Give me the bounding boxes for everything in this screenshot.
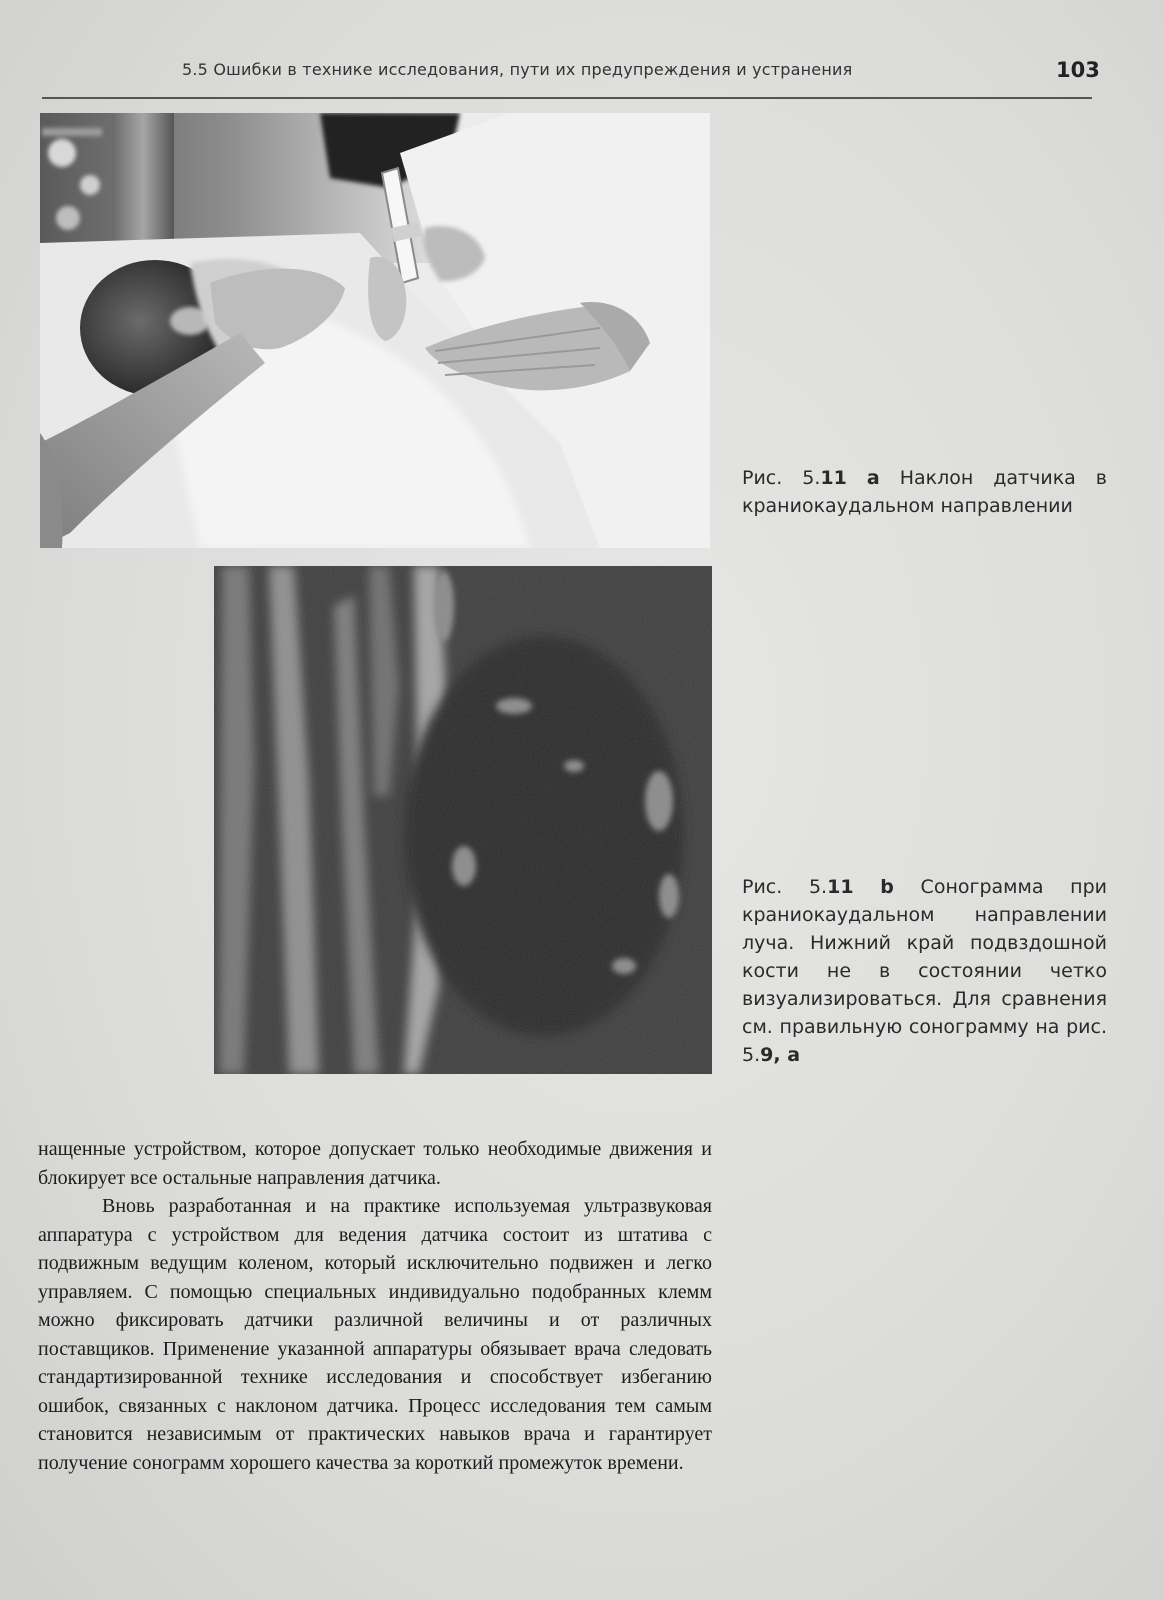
caption-a-prefix: Рис. 5.: [742, 467, 821, 489]
header-rule: [42, 97, 1092, 99]
body-text: [38, 1135, 712, 1477]
caption-b-ref-bold: 9, a: [760, 1044, 801, 1066]
caption-a-text: Наклон датчика в краниокаудальном направлении: [742, 467, 1107, 517]
sonogram-illustration: [214, 566, 712, 1074]
paragraph-2: Вновь разработанная и на практике используемая ультразвуковая аппаратура с устройством для ведения датчика состоит из штатива с подвижным ведущим коленом, который исключительно подвижен и легко управляем. С помощью специальных индивидуально подобранных клемм можно фиксировать датчики различной величины и от различных поставщиков. Применение указанной аппаратуры обязывает врача следовать стандартизированной технике исследования и способствует избеганию ошибок, связанных с наклоном датчика. Процесс исследования тем самым становится независимым от практических навыков врача и гарантирует получение сонограмм хорошего качества за короткий промежуток времени.: [38, 1195, 712, 1474]
caption-figure-a: [742, 464, 1107, 520]
caption-b-text: Сонограмма при краниокаудальном направлении луча. Нижний край подвздошной кости не в состоянии четко визуализироваться. Для сравнения см. правильную сонограмму на рис.: [742, 876, 1107, 1038]
caption-a-letter: a: [866, 467, 880, 489]
caption-b-num: 11: [827, 876, 854, 898]
caption-b-prefix: Рис. 5.: [742, 876, 828, 898]
caption-a-num: 11: [820, 467, 847, 489]
photo-illustration: [40, 113, 710, 548]
caption-b-letter: b: [880, 876, 894, 898]
figure-photo-probe-tilt: [40, 113, 710, 548]
caption-b-ref-prefix: 5.: [742, 1044, 761, 1066]
running-head: 5.5 Ошибки в технике исследования, пути их предупреждения и устранения: [182, 60, 853, 79]
caption-figure-b: [742, 873, 1107, 1069]
paragraph-1: нащенные устройством, которое допускает только необходимые движения и блокирует все остальные направления датчика.: [38, 1138, 712, 1189]
page-number: 103: [1056, 58, 1100, 82]
figure-sonogram: [214, 566, 712, 1074]
